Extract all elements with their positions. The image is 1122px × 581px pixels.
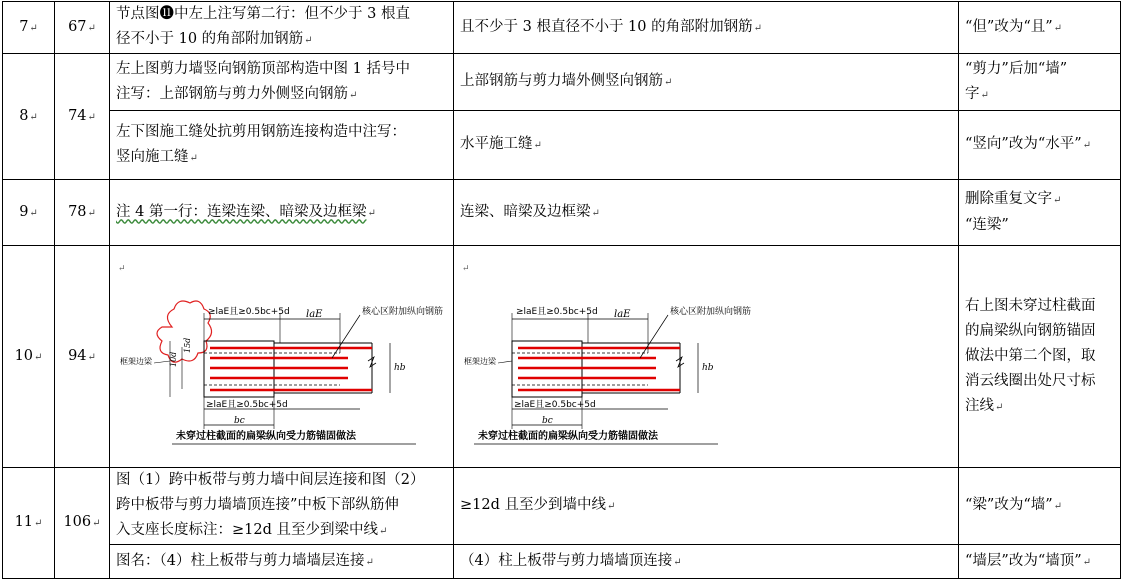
page-number: 94↵ (55, 246, 110, 468)
figure-caption: 未穿过柱截面的扁梁纵向受力筋锚固做法 (478, 430, 658, 442)
correction-note: 右上图未穿过柱截面 的扁梁纵向钢筋锚固 做法中第二个图，取 消云线圈出处尺寸标 注线↵ (959, 246, 1121, 468)
row-number: 11↵ (3, 468, 55, 579)
bc-label: bc (234, 415, 245, 426)
lae-label: laE (306, 308, 323, 320)
corrected-figure-cell (454, 246, 959, 468)
frame-edge-beam-label: 框架边梁 (464, 356, 496, 366)
row-number: 8↵ (3, 54, 55, 180)
anchorage-detail-figure-corrected (454, 257, 959, 457)
top-dimension-label: ≥laE且≥0.5bc+5d (208, 306, 290, 317)
original-figure-cell (110, 246, 454, 468)
correction-note: “墙层”改为“墙顶”↵ (959, 545, 1121, 579)
bottom-dimension-label: ≥laE且≥0.5bc+5d (206, 399, 288, 410)
table-row (3, 468, 1121, 545)
page-number: 74↵ (55, 54, 110, 180)
hb-label: hb (394, 362, 406, 373)
lae-label: laE (614, 308, 631, 320)
original-text: 左下图施工缝处抗剪用钢筋连接构造中注写： 竖向施工缝↵ (110, 111, 454, 180)
top-dimension-label: ≥laE且≥0.5bc+5d (516, 306, 598, 317)
table-row (3, 180, 1121, 246)
correction-note: “剪力”后加“墙” 字↵ (959, 54, 1121, 111)
table-row (3, 545, 1121, 579)
dim-15d-label: 15d (183, 337, 192, 353)
page-number: 78↵ (55, 180, 110, 246)
original-text: 左上图剪力墙竖向钢筋顶部构造中图 1 括号中 注写：上部钢筋与剪力外侧竖向钢筋↵ (110, 54, 454, 111)
dim-10d-label: 10d (169, 351, 178, 367)
corrected-text: 上部钢筋与剪力墙外侧竖向钢筋↵ (454, 54, 959, 111)
core-rebar-label: 核心区附加纵向钢筋 (670, 306, 752, 317)
original-text: 图（1）跨中板带与剪力墙中间层连接和图（2） 跨中板带与剪力墙墙顶连接”中板下部纵筋伸 入支座长度标注：≥12d 且至少到梁中线↵ (110, 468, 454, 545)
errata-table (2, 1, 1121, 579)
table-row (3, 2, 1121, 54)
correction-note: 删除重复文字↵ “连梁” (959, 180, 1121, 246)
svg-text:↵: ↵ (462, 263, 470, 274)
row-number: 10↵ (3, 246, 55, 468)
anchorage-detail-figure-original (110, 257, 454, 457)
corrected-text: 水平施工缝↵ (454, 111, 959, 180)
row-number: 7↵ (3, 2, 55, 54)
row-number: 9↵ (3, 180, 55, 246)
table-row (3, 54, 1121, 111)
original-text: 节点图⓫中左上注写第二行：但不少于 3 根直 径不小于 10 的角部附加钢筋↵ (110, 2, 454, 54)
page-number: 106↵ (55, 468, 110, 579)
hb-label: hb (702, 362, 714, 373)
table-row (3, 111, 1121, 180)
frame-edge-beam-label: 框架边梁 (120, 356, 152, 366)
correction-note: “梁”改为“墙”↵ (959, 468, 1121, 545)
corrected-text: ≥12d 且至少到墙中线↵ (454, 468, 959, 545)
original-text: 图名：（4）柱上板带与剪力墙墙层连接↵ (110, 545, 454, 579)
svg-text:↵: ↵ (118, 263, 126, 274)
figure-caption: 未穿过柱截面的扁梁纵向受力筋锚固做法 (176, 430, 356, 442)
bc-label: bc (542, 415, 553, 426)
core-rebar-label: 核心区附加纵向钢筋 (362, 306, 444, 317)
original-text: 注 4 第一行：连梁连梁、暗梁及边框梁↵ (110, 180, 454, 246)
table-row (3, 246, 1121, 468)
correction-note: “但”改为“且”↵ (959, 2, 1121, 54)
page-number: 67↵ (55, 2, 110, 54)
bottom-dimension-label: ≥laE且≥0.5bc+5d (514, 399, 596, 410)
corrected-text: （4）柱上板带与剪力墙墙顶连接↵ (454, 545, 959, 579)
corrected-text: 且不少于 3 根直径不小于 10 的角部附加钢筋↵ (454, 2, 959, 54)
corrected-text: 连梁、暗梁及边框梁↵ (454, 180, 959, 246)
correction-note: “竖向”改为“水平”↵ (959, 111, 1121, 180)
